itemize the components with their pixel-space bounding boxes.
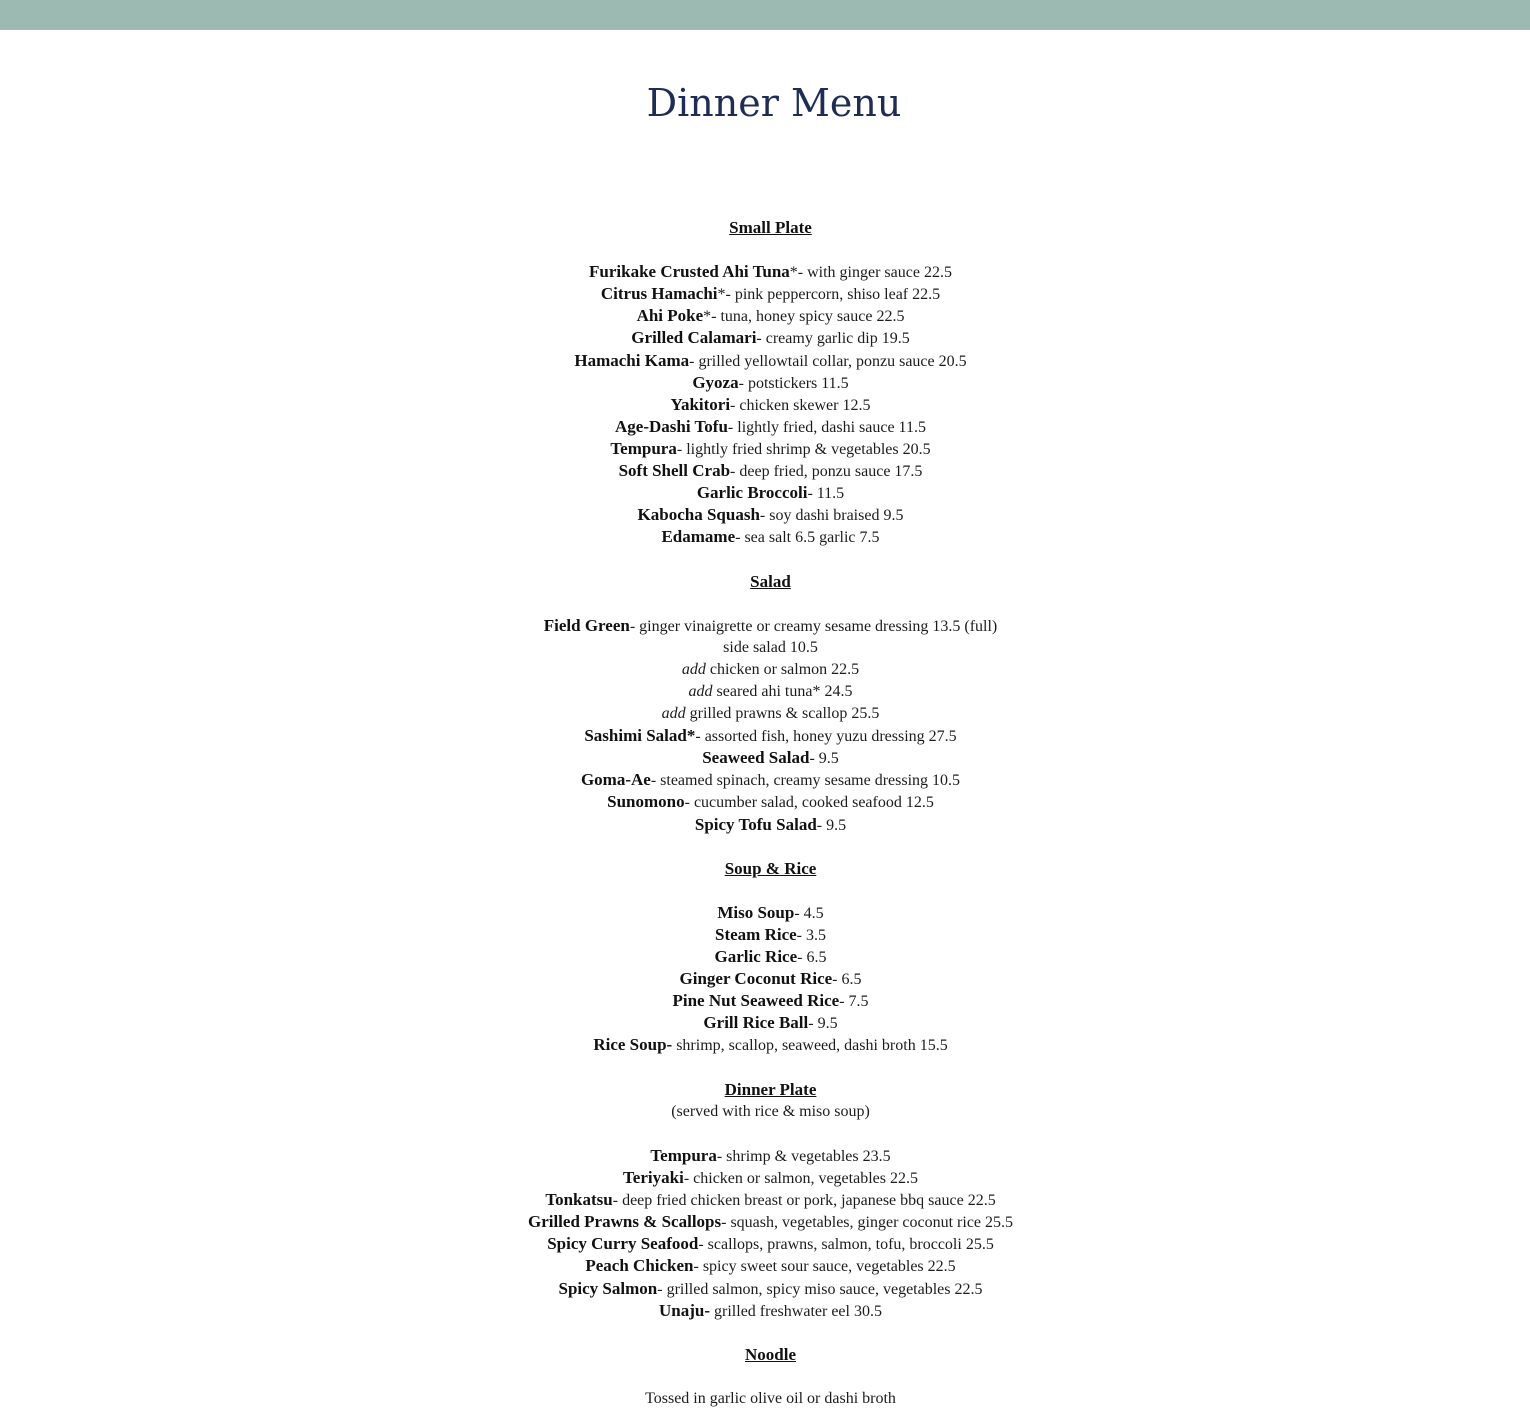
menu-item — [0, 747, 1530, 769]
menu-item — [0, 416, 1530, 438]
item-name: Pine Nut Seaweed Rice — [672, 991, 840, 1011]
menu-section — [0, 858, 1530, 1079]
item-description: Tossed in garlic olive oil or dashi broth — [645, 1389, 896, 1407]
addon-prefix: add — [681, 660, 706, 678]
item-name: Sunomono — [607, 792, 685, 812]
item-description: - 9.5 — [816, 816, 847, 834]
item-name: Ginger Coconut Rice — [679, 969, 833, 989]
item-name: Grilled Prawns & Scallops — [527, 1212, 722, 1232]
addon-prefix: add — [661, 705, 686, 723]
item-description: - scallops, prawns, salmon, tofu, broccoli 25.5 — [698, 1236, 994, 1254]
menu-item — [0, 305, 1530, 327]
item-description: - 4.5 — [794, 904, 824, 922]
item-description: - grilled salmon, spicy miso sauce, vegetables 22.5 — [657, 1280, 983, 1298]
menu-item — [0, 1388, 1530, 1410]
menu-item — [0, 703, 1530, 725]
item-name: Gyoza — [692, 372, 739, 392]
item-description: - 9.5 — [808, 1015, 838, 1033]
section-spacer — [0, 593, 1530, 615]
section-spacer — [0, 1322, 1530, 1344]
item-description: - lightly fried shrimp & vegetables 20.5 — [676, 440, 931, 458]
item-description: - potstickers 11.5 — [738, 374, 849, 392]
menu-item — [0, 327, 1530, 349]
top-color-bar — [0, 0, 1530, 30]
menu-item — [0, 659, 1530, 681]
item-description: - 3.5 — [796, 927, 826, 944]
item-description: - sea salt 6.5 garlic 7.5 — [735, 529, 880, 547]
menu-item — [0, 460, 1530, 482]
menu-item — [0, 681, 1530, 703]
item-description: - creamy garlic dip 19.5 — [756, 330, 910, 348]
item-description: shrimp, scallop, seaweed, dashi broth 15.5 — [672, 1037, 948, 1055]
item-name: Tempura — [610, 438, 677, 458]
menu-item — [0, 350, 1530, 372]
item-name: Ahi Poke — [636, 306, 704, 326]
item-name: Spicy Curry Seafood — [547, 1234, 699, 1254]
menu-item — [0, 946, 1530, 968]
menu-item — [0, 637, 1530, 659]
item-name: Tempura — [650, 1145, 717, 1165]
menu-item — [0, 372, 1530, 394]
menu-item — [0, 526, 1530, 548]
item-name: Teriyaki — [623, 1168, 684, 1188]
item-name: Seaweed Salad — [702, 748, 810, 768]
item-description: - ginger vinaigrette or creamy sesame dressing 13.5 (full) — [629, 617, 998, 635]
item-name: Spicy Tofu Salad — [694, 814, 817, 834]
section-spacer — [0, 880, 1530, 902]
menu-item — [0, 261, 1530, 283]
section-note: (served with rice & miso soup) — [671, 1102, 870, 1120]
section-heading: Dinner Plate — [724, 1079, 817, 1099]
item-name: Citrus Hamachi — [600, 284, 718, 304]
section-heading: Salad — [750, 571, 791, 591]
menu-item — [0, 791, 1530, 813]
item-description: - 6.5 — [797, 949, 827, 967]
item-name: Peach Chicken — [585, 1256, 694, 1276]
item-name: Age-Dashi Tofu — [615, 416, 728, 436]
section-heading-line — [0, 1344, 1530, 1366]
item-description: *- tuna, honey spicy sauce 22.5 — [703, 308, 905, 326]
item-name: Steam Rice — [715, 925, 797, 944]
item-description: - assorted fish, honey yuzu dressing 27.5 — [695, 728, 957, 746]
item-description: - chicken skewer 12.5 — [730, 396, 871, 414]
item-name: Hamachi Kama — [574, 350, 690, 370]
menu-item — [0, 482, 1530, 504]
menu-item — [0, 924, 1530, 946]
section-spacer — [0, 548, 1530, 570]
item-description: *- with ginger sauce 22.5 — [789, 264, 952, 282]
item-name: Garlic Broccoli — [696, 483, 808, 503]
item-name: Unaju- — [659, 1300, 711, 1320]
menu-section — [0, 1344, 1530, 1410]
item-description: - shrimp & vegetables 23.5 — [716, 1147, 891, 1165]
item-name: Soft Shell Crab — [618, 461, 731, 481]
item-name: Spicy Salmon — [558, 1278, 658, 1298]
menu-item — [0, 438, 1530, 460]
item-name: Grilled Calamari — [631, 328, 757, 348]
item-description: chicken or salmon 22.5 — [705, 660, 860, 678]
menu-item — [0, 504, 1530, 526]
menu-item — [0, 990, 1530, 1012]
item-description: - 9.5 — [809, 750, 839, 768]
item-name: Rice Soup- — [593, 1035, 673, 1055]
menu-section — [0, 217, 1530, 571]
item-name: Grill Rice Ball — [703, 1013, 809, 1033]
menu-item — [0, 1189, 1530, 1211]
section-heading-line — [0, 217, 1530, 239]
menu-item — [0, 769, 1530, 791]
menu-section — [0, 1079, 1530, 1344]
menu-item — [0, 902, 1530, 924]
item-description: grilled prawns & scallop 25.5 — [685, 705, 880, 723]
section-heading-line — [0, 571, 1530, 593]
item-description: side salad 10.5 — [723, 638, 818, 656]
item-name: Goma-Ae — [580, 770, 651, 790]
section-spacer — [0, 1123, 1530, 1145]
menu-item — [0, 1034, 1530, 1056]
menu-item — [0, 1255, 1530, 1277]
item-name: Kabocha Squash — [637, 505, 760, 525]
item-name: Edamame — [661, 527, 736, 547]
item-description: *- pink peppercorn, shiso leaf 22.5 — [717, 286, 941, 304]
menu-item — [0, 968, 1530, 990]
item-description: seared ahi tuna* 24.5 — [712, 682, 853, 700]
item-name: Field Green — [543, 615, 630, 635]
item-name: Miso Soup — [717, 902, 795, 922]
menu-item — [0, 1233, 1530, 1255]
menu-item — [0, 394, 1530, 416]
item-name: Furikake Crusted Ahi Tuna — [589, 262, 790, 282]
item-description: - deep fried chicken breast or pork, japanese bbq sauce 22.5 — [612, 1192, 996, 1210]
menu-item — [0, 1300, 1530, 1322]
item-name: Tonkatsu — [545, 1190, 613, 1210]
menu-item — [0, 1012, 1530, 1034]
menu-item — [0, 1167, 1530, 1189]
menu-item — [0, 283, 1530, 305]
item-description: - steamed spinach, creamy sesame dressing 10.5 — [650, 772, 961, 790]
menu-section — [0, 571, 1530, 858]
item-description: - squash, vegetables, ginger coconut rice 25.5 — [721, 1214, 1014, 1232]
section-heading-line — [0, 1079, 1530, 1101]
section-spacer — [0, 1057, 1530, 1079]
section-heading: Small Plate — [729, 218, 812, 237]
menu-item — [0, 814, 1530, 836]
menu-item — [0, 1145, 1530, 1167]
menu-item — [0, 1278, 1530, 1300]
section-spacer — [0, 836, 1530, 858]
section-spacer — [0, 1366, 1530, 1388]
menu-item — [0, 1211, 1530, 1233]
item-description: - chicken or salmon, vegetables 22.5 — [683, 1170, 918, 1188]
item-description: - grilled yellowtail collar, ponzu sauce 20.5 — [689, 352, 967, 370]
item-description: - cucumber salad, cooked seafood 12.5 — [684, 794, 934, 812]
item-description: - lightly fried, dashi sauce 11.5 — [727, 418, 926, 436]
item-description: - spicy sweet sour sauce, vegetables 22.5 — [693, 1258, 956, 1276]
section-heading-line — [0, 858, 1530, 880]
item-description: grilled freshwater eel 30.5 — [710, 1302, 882, 1320]
item-name: Sashimi Salad* — [584, 726, 696, 746]
section-heading: Soup & Rice — [724, 858, 817, 878]
menu-item — [0, 725, 1530, 747]
item-description: - 6.5 — [832, 971, 862, 989]
section-spacer — [0, 239, 1530, 261]
item-name: Yakitori — [670, 394, 731, 414]
item-description: - deep fried, ponzu sauce 17.5 — [730, 463, 923, 481]
item-description: - 11.5 — [807, 485, 845, 503]
menu-content — [0, 217, 1530, 1410]
item-description: - 7.5 — [839, 993, 869, 1011]
item-name: Garlic Rice — [714, 947, 798, 967]
item-description: - soy dashi braised 9.5 — [759, 507, 904, 525]
section-heading: Noodle — [745, 1344, 796, 1364]
menu-item — [0, 615, 1530, 637]
addon-prefix: add — [688, 682, 713, 700]
page-title: Dinner Menu — [646, 81, 902, 125]
